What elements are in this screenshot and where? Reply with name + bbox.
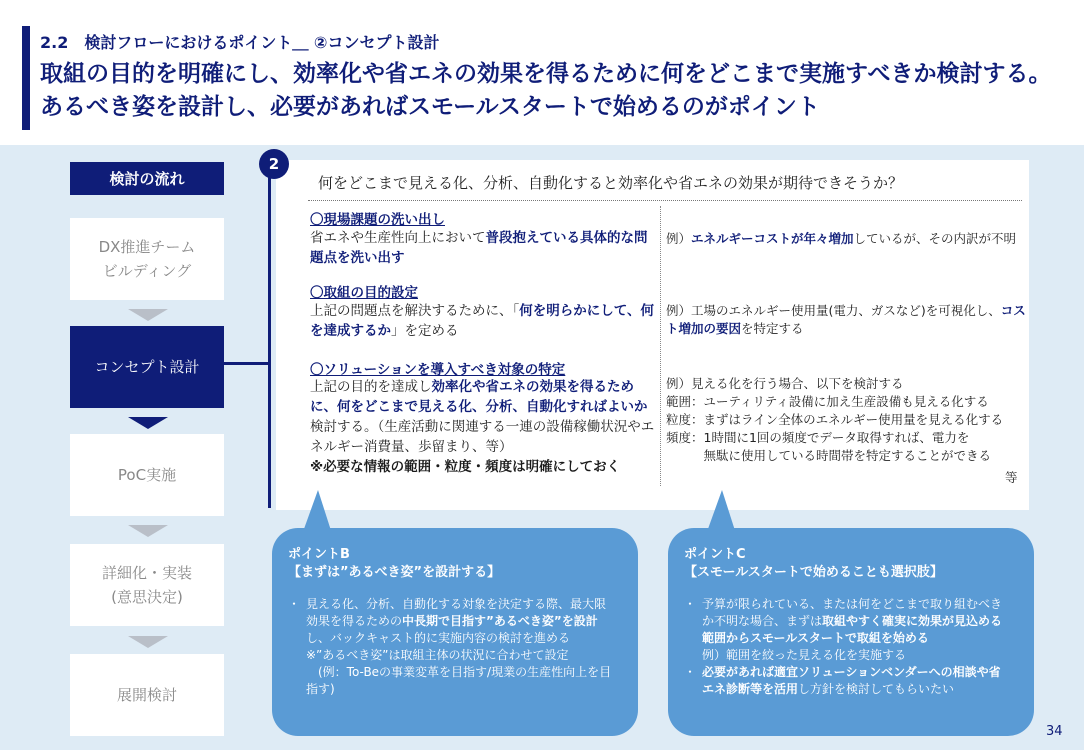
point-b-callout <box>272 528 638 736</box>
chevron-down-icon <box>128 525 168 537</box>
chevron-down-icon <box>128 636 168 648</box>
flow-step-rollout: 展開検討 <box>70 654 224 736</box>
callout-body: 必要があれば適宜ソリューションベンダーへの相談や省エネ診断等を活用し方針を検討してもらいたい <box>702 665 1001 696</box>
bullet-icon: ・ <box>684 665 697 679</box>
page-title: 取組の目的を明確にし、効率化や省エネの効果を得るために何をどこまで実施すべきか検討する。あるべき姿を設計し、必要があればスモールスタートで始めるのがポイント <box>40 61 1052 120</box>
section-subtitle: 2.2 検討フローにおけるポイント＿ ②コンセプト設計 <box>40 33 440 52</box>
section-heading: 〇ソリューションを導入すべき対象の特定 <box>310 362 566 378</box>
callout-subtitle: 【スモールスタートで始めることも選択肢】 <box>684 565 943 580</box>
step-number-badge: 2 <box>259 149 289 179</box>
connector-line <box>224 362 270 365</box>
flow-step-team-building: DX推進チーム ビルディング <box>70 218 224 300</box>
section-example: 例）エネルギーコストが年々増加しているが、その内訳が不明 <box>666 231 1017 246</box>
flow-step-concept-design: コンセプト設計 <box>70 326 224 408</box>
connector-line <box>268 170 271 508</box>
point-c-callout <box>668 528 1034 736</box>
callout-title: ポイントB <box>288 547 350 562</box>
flow-label: 検討の流れ <box>70 162 224 195</box>
bullet-icon: ・ <box>288 597 301 611</box>
callout-title: ポイントC <box>684 547 746 562</box>
divider <box>308 200 1022 201</box>
page-number: 34 <box>1046 724 1063 739</box>
example-etc: 等 <box>1005 470 1018 485</box>
divider <box>660 206 661 486</box>
guiding-question: 何をどこまで見える化、分析、自動化すると効率化や省エネの効果が期待できそうか？ <box>318 174 904 192</box>
callout-body: 見える化、分析、自動化する対象を決定する際、最大限効果を得るための中長期で目指す”あるべき姿”を設計し、バックキャスト的に実施内容の検討を進める ※”あるべき姿”は取組主体の状況に合わせて設定 (例：To-Beの事業変革を目指す/現業の生産性向上を目指す) <box>306 597 612 696</box>
section-example: 例）見える化を行う場合、以下を検討する 範囲：ユーティリティ設備に加え生産設備も見える化する 粒度：まずはライン全体のエネルギー使用量を見える化する 頻度：1時間に1回の頻度でデータ取得すれば、電力を 無駄に使用している時間帯を特定することができる <box>666 376 1004 463</box>
section-example: 例）工場のエネルギー使用量(電力、ガスなど)を可視化し、コスト増加の要因を特定する <box>666 303 1026 336</box>
flow-step-poc: PoC実施 <box>70 434 224 516</box>
section-body: 上記の問題点を解決するために、「何を明らかにして、何を達成するか」を定める <box>310 303 654 339</box>
title-accent-bar <box>22 26 30 130</box>
callout-body: 予算が限られている、または何をどこまで取り組むべきか不明な場合、まずは取組やすく確実に効果が見込める範囲からスモールスタートで取組を始める 例）範囲を絞った見える化を実施する <box>702 597 1003 662</box>
flow-step-implementation: 詳細化・実装 (意思決定) <box>70 544 224 626</box>
section-heading: 〇取組の目的設定 <box>310 285 418 301</box>
chevron-down-icon <box>128 309 168 321</box>
callout-subtitle: 【まずは”あるべき姿”を設計する】 <box>288 565 501 580</box>
section-body: 省エネや生産性向上において普段抱えている具体的な問題点を洗い出す <box>310 230 648 266</box>
section-heading: 〇現場課題の洗い出し <box>310 212 445 228</box>
bullet-icon: ・ <box>684 597 697 611</box>
chevron-down-icon <box>128 417 168 429</box>
section-body: 上記の目的を達成し効率化や省エネの効果を得るために、何をどこまで見える化、分析、自動化すればよいか検討する。（生産活動に関連する一連の設備稼働状況やエネルギー消費量、歩留まり、等） ※必要な情報の範囲・粒度・頻度は明確にしておく <box>310 379 655 475</box>
